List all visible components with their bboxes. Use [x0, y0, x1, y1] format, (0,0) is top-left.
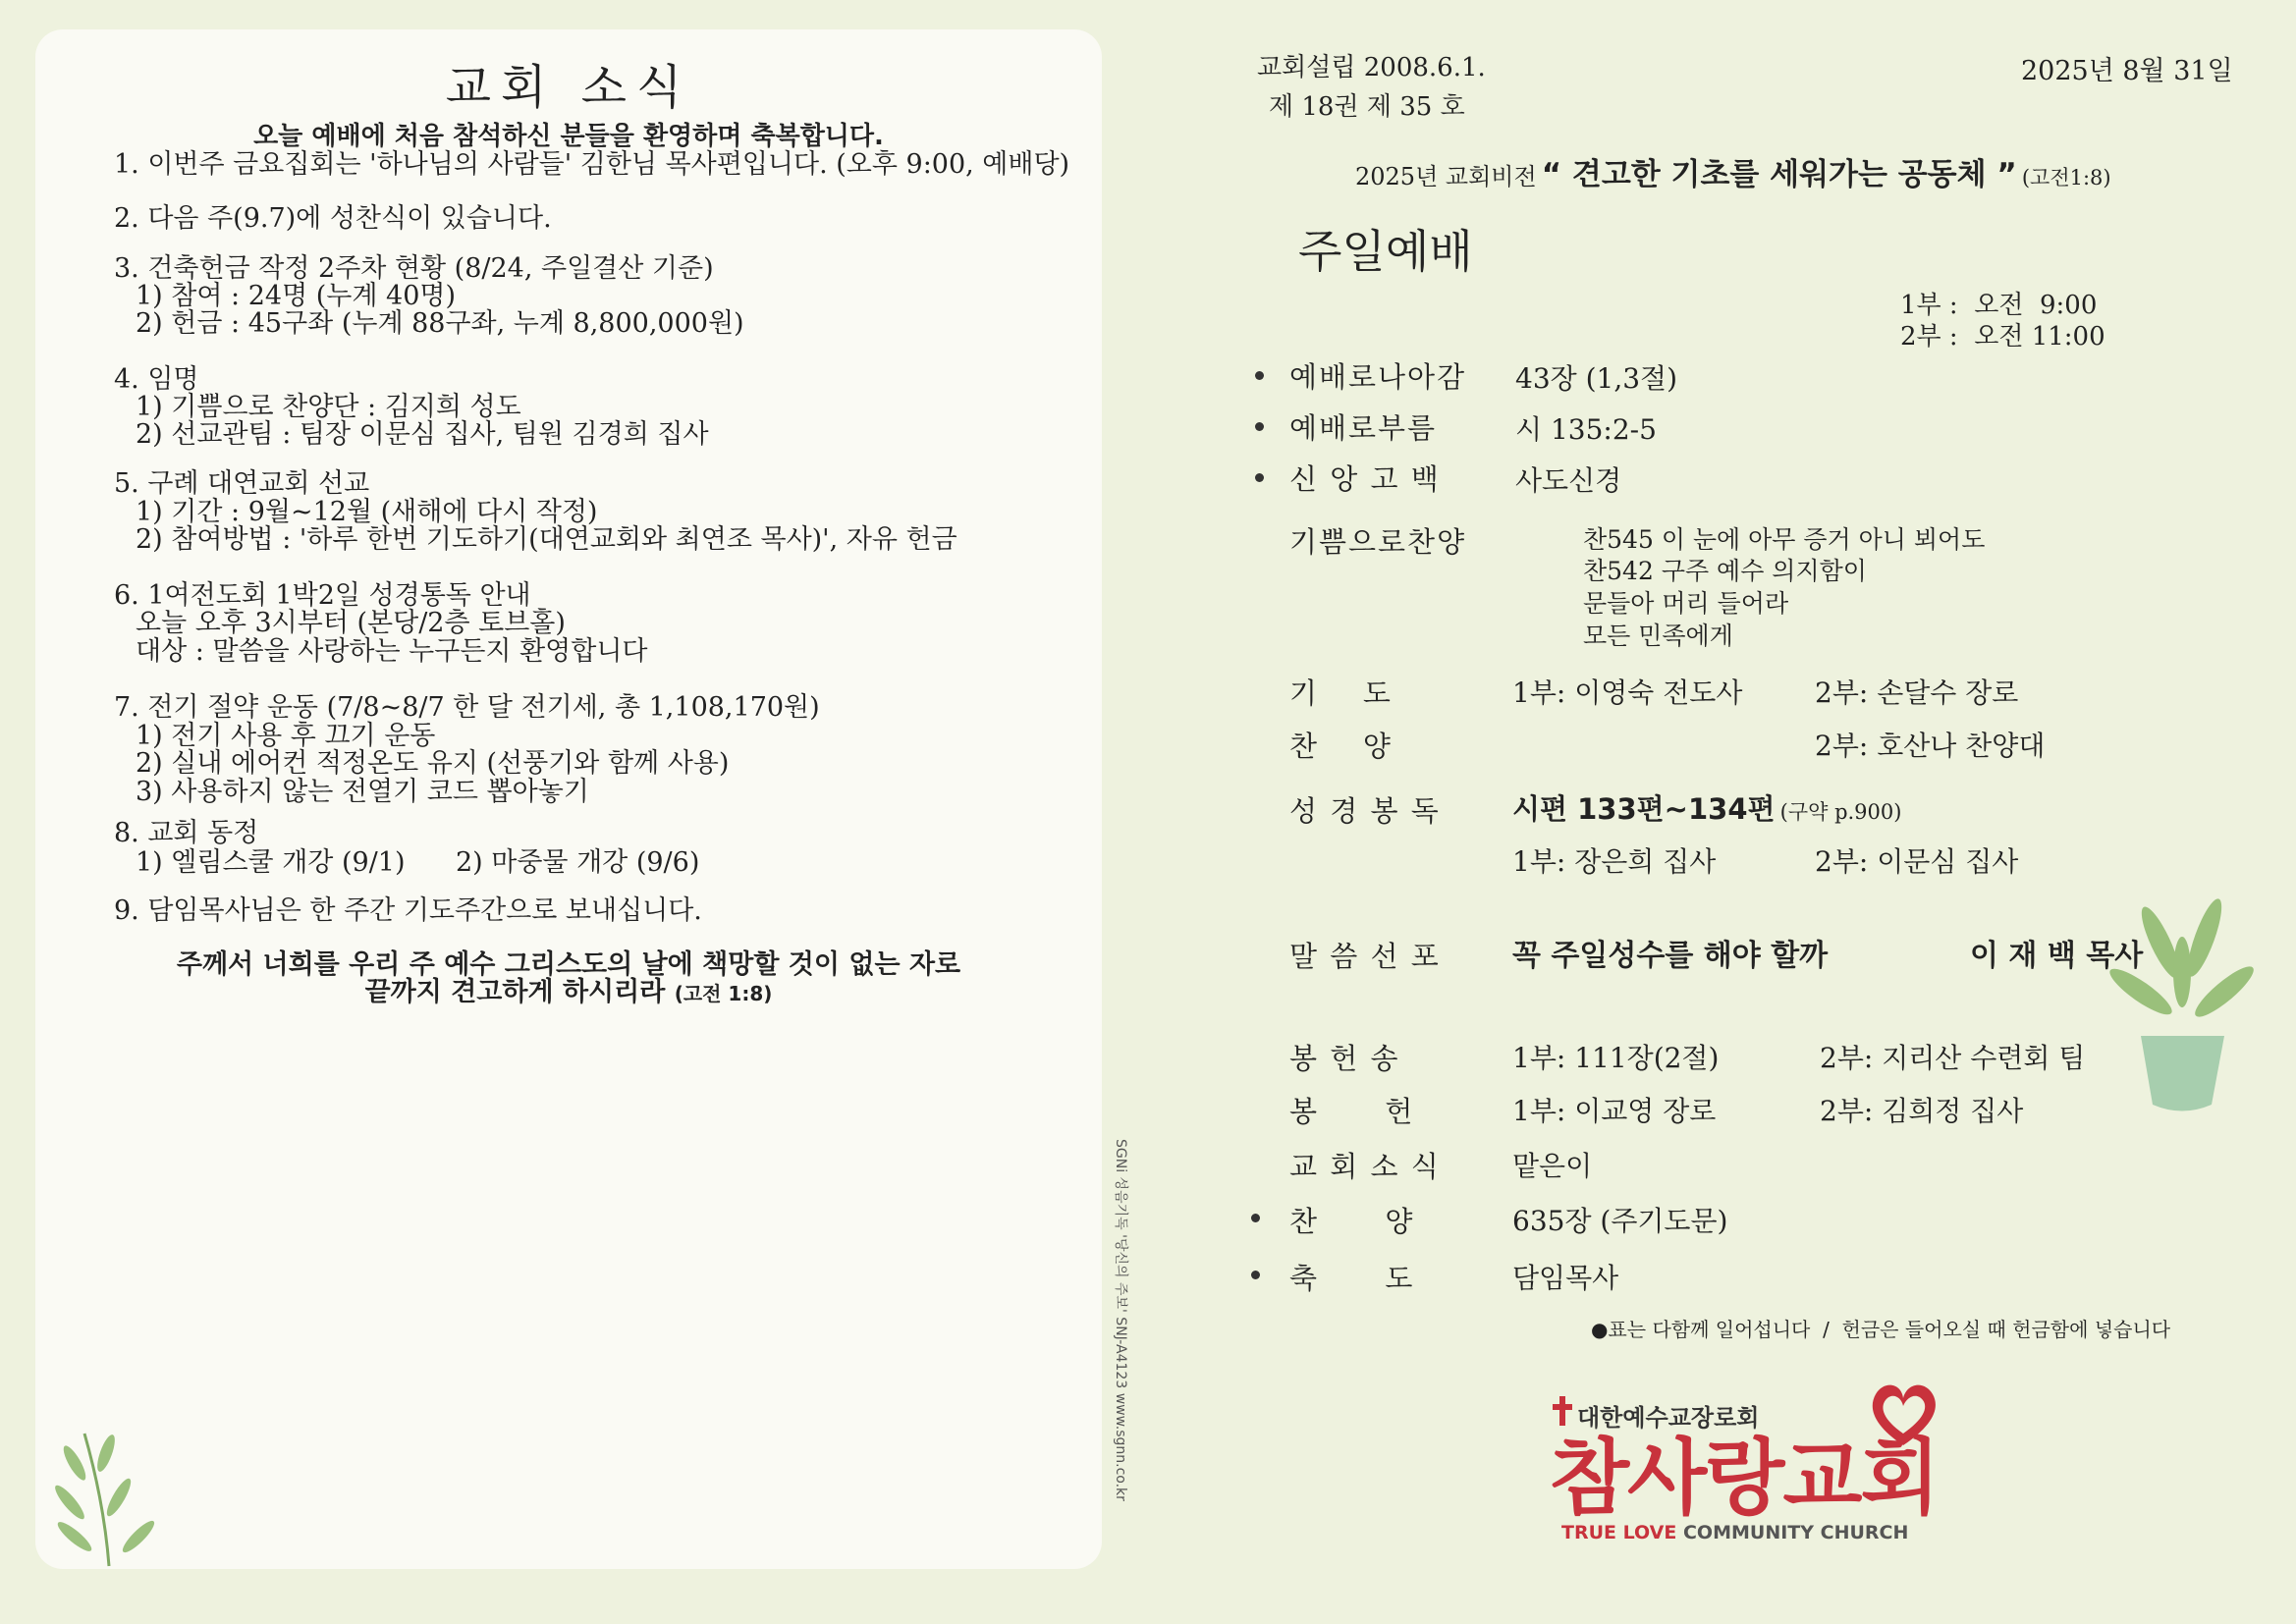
benediction-leader: 담임목사	[1512, 1262, 1619, 1294]
news-item-2: 2. 다음 주(9.7)에 성찬식이 있습니다.	[114, 203, 552, 234]
founded-date: 교회설립 2008.6.1.	[1257, 53, 1486, 82]
order-hymn-label: 찬 양	[1289, 1205, 1415, 1238]
news-item-7: 7. 전기 절약 운동 (7/8~8/7 한 달 전기세, 총 1,108,170원)	[114, 692, 820, 723]
standing-bullet-icon	[1255, 371, 1264, 380]
order-offering-label: 봉 헌	[1289, 1095, 1415, 1128]
news-item-8: 8. 교회 동정	[114, 818, 259, 848]
news-item-3-sub-2: 2) 헌금 : 45구좌 (누계 88구좌, 누계 8,800,000원)	[136, 308, 744, 339]
leaf-decoration-icon	[45, 1424, 173, 1571]
bulletin-date: 2025년 8월 31일	[2021, 56, 2233, 86]
sermon-title: 꼭 주일성수를 해야 할까	[1512, 939, 1829, 973]
news-item-6-sub-1: 오늘 오후 3시부터 (본당/2층 토브홀)	[136, 608, 566, 638]
denomination-name: 대한예수교장로회	[1577, 1404, 1760, 1432]
reader-first-service: 1부: 장은희 집사	[1512, 845, 1717, 878]
volume-number: 제 18권 제 35 호	[1269, 92, 1465, 122]
church-news-panel	[35, 29, 1102, 1569]
reader-second-service: 2부: 이문심 집사	[1815, 845, 2019, 878]
news-item-8-sub-1: 1) 엘림스쿨 개강 (9/1) 2) 마중물 개강 (9/6)	[136, 847, 700, 878]
church-english-name-red: TRUE LOVE	[1561, 1522, 1677, 1543]
praise-song-4: 모든 민족에게	[1583, 622, 1733, 650]
anthem-second-service: 2부: 호산나 찬양대	[1815, 730, 2046, 762]
praise-song-1: 찬545 이 눈에 아무 증거 아니 뵈어도	[1583, 525, 1986, 554]
news-item-7-sub-1: 1) 전기 사용 후 끄기 운동	[136, 721, 436, 751]
offering-second-service: 2부: 김희정 집사	[1820, 1095, 2024, 1127]
order-call-value: 43장 (1,3절)	[1515, 362, 1678, 395]
church-name: 참사랑교회	[1550, 1430, 1939, 1526]
news-item-7-sub-3: 3) 사용하지 않는 전열기 코드 뽑아놓기	[136, 777, 589, 807]
welcome-message: 오늘 예배에 처음 참석하신 분들을 환영하며 축복합니다.	[253, 122, 884, 151]
order-call-label: 예배로나아감	[1289, 360, 1467, 394]
prayer-second-service: 2부: 손달수 장로	[1815, 677, 2019, 709]
order-offering-song-label: 봉 헌 송	[1289, 1042, 1400, 1075]
prayer-first-service: 1부: 이영숙 전도사	[1512, 677, 1743, 709]
news-item-4-sub-1: 1) 기쁨으로 찬양단 : 김지희 성도	[136, 392, 521, 422]
service-time-2: 2부 : 오전 11:00	[1900, 322, 2105, 352]
church-vision	[1355, 149, 2111, 193]
sermon-preacher: 이 재 백 목사	[1970, 939, 2144, 973]
news-item-5-sub-2: 2) 참여방법 : '하루 한번 기도하기(대연교회와 최연조 목사)', 자유 헌금	[136, 524, 957, 555]
vision-text: “ 견고한 기초를 세워가는 공동체 ”	[1541, 157, 2017, 192]
closing-verse-ref: (고전 1:8)	[674, 982, 773, 1005]
closing-verse-line-1: 주께서 너희를 우리 주 예수 그리스도의 날에 책망할 것이 없는 자로	[176, 949, 961, 980]
praise-song-3: 문들아 머리 들어라	[1583, 589, 1789, 618]
printer-credit-strip	[1108, 1139, 1147, 1532]
standing-bullet-icon	[1255, 473, 1264, 482]
standing-bullet-icon	[1251, 1214, 1260, 1222]
news-item-3-sub-1: 1) 참여 : 24명 (누계 40명)	[136, 281, 456, 311]
closing-hymn: 635장 (주기도문)	[1512, 1205, 1728, 1237]
closing-verse-text: 끝까지 견고하게 하시리라	[364, 977, 666, 1007]
order-creed-value: 사도신경	[1515, 464, 1622, 497]
worship-note: ●표는 다함께 일어섭니다 / 헌금은 들어오실 때 헌금함에 넣습니다	[1591, 1318, 2171, 1341]
news-item-1: 1. 이번주 금요집회는 '하나님의 사람들' 김한님 목사편입니다. (오후 9:00, 예배당)	[114, 149, 1070, 180]
order-prayer-label: 기 도	[1289, 677, 1393, 710]
news-item-7-sub-2: 2) 실내 에어컨 적정온도 유지 (선풍기와 함께 사용)	[136, 748, 730, 779]
order-benediction-label: 축 도	[1289, 1262, 1415, 1295]
vision-prefix: 2025년 교회비전	[1355, 163, 1537, 190]
offering-song-second-service: 2부: 지리산 수련회 팀	[1820, 1042, 2086, 1074]
news-item-4: 4. 임명	[114, 364, 199, 395]
standing-bullet-icon	[1251, 1271, 1260, 1279]
printer-credit-text: SGNi 성음기독 '당신의 주보' SNJ-A4123 www.sgnn.co.kr	[1113, 1139, 1128, 1501]
church-english-name-rest: COMMUNITY CHURCH	[1676, 1522, 1909, 1543]
scripture-reading	[1512, 787, 1901, 828]
potted-plant-icon	[2102, 884, 2259, 1119]
news-item-4-sub-2: 2) 선교관팀 : 팀장 이문심 집사, 팀원 김경희 집사	[136, 419, 709, 450]
standing-bullet-icon	[1255, 422, 1264, 431]
order-creed-label: 신 앙 고 백	[1289, 462, 1441, 496]
order-reading-label: 성 경 봉 독	[1289, 794, 1441, 828]
order-invocation-value: 시 135:2-5	[1515, 413, 1657, 446]
praise-song-2: 찬542 구주 예수 의지함이	[1583, 557, 1867, 585]
news-item-9: 9. 담임목사님은 한 주간 기도주간으로 보내십니다.	[114, 895, 702, 926]
vision-ref: (고전1:8)	[2021, 166, 2111, 189]
news-presenter: 맡은이	[1512, 1150, 1593, 1182]
closing-verse-line-2	[35, 970, 1102, 1008]
order-praise-label: 기쁨으로찬양	[1289, 525, 1467, 559]
order-sermon-label: 말 씀 선 포	[1289, 940, 1441, 973]
service-time-1: 1부 : 오전 9:00	[1900, 291, 2098, 320]
news-item-6-sub-2: 대상 : 말씀을 사랑하는 누구든지 환영합니다	[136, 636, 648, 667]
news-item-3: 3. 건축헌금 작정 2주차 현황 (8/24, 주일결산 기준)	[114, 253, 714, 284]
order-invocation-label: 예배로부름	[1289, 411, 1438, 445]
order-news-label: 교 회 소 식	[1289, 1150, 1441, 1183]
news-item-5: 5. 구례 대연교회 선교	[114, 468, 370, 499]
service-title: 주일예배	[1298, 225, 1473, 278]
offering-song-first-service: 1부: 111장(2절)	[1512, 1042, 1720, 1074]
scripture-passage: 시편 133편~134편	[1512, 792, 1776, 826]
news-item-5-sub-1: 1) 기간 : 9월~12월 (새해에 다시 작정)	[136, 497, 598, 527]
church-english-name	[1561, 1522, 1908, 1543]
scripture-page: (구약 p.900)	[1779, 800, 1902, 824]
news-title: 교회 소식	[445, 60, 692, 115]
offering-first-service: 1부: 이교영 장로	[1512, 1095, 1717, 1127]
news-item-6: 6. 1여전도회 1박2일 성경통독 안내	[114, 580, 531, 611]
order-anthem-label: 찬 양	[1289, 730, 1393, 763]
